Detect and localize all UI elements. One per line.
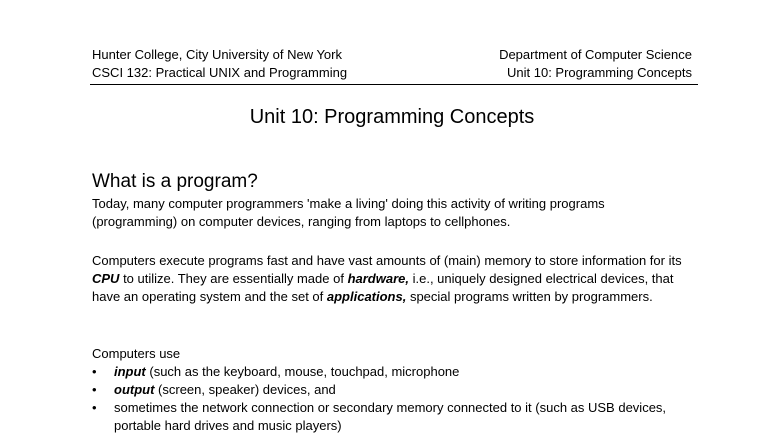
list-item-output: [92, 381, 692, 399]
header-unit: Unit 10: Programming Concepts: [507, 65, 692, 80]
section-heading: What is a program?: [92, 171, 258, 192]
network-desc: sometimes the network connection or secondary memory connected to it (such as USB devices, portable hard drives and music players): [114, 400, 667, 433]
p2-text-1: Computers execute programs fast and have vast amounts of (main) memory to store information for its: [92, 253, 682, 268]
header-institution: Hunter College, City University of New York: [92, 47, 342, 62]
input-desc: (such as the keyboard, mouse, touchpad, microphone: [145, 364, 460, 379]
output-desc: (screen, speaker) devices, and: [154, 382, 336, 397]
computers-use-block: [92, 345, 692, 435]
p2-text-3: i.e., uniquely designed electrical devices, that have an operating system and the set of: [92, 271, 674, 304]
header-left: [92, 46, 347, 82]
term-applications: applications,: [326, 289, 407, 304]
bullet-list: [92, 363, 692, 435]
header-department: Department of Computer Science: [499, 47, 692, 62]
paragraph-2: [92, 252, 692, 306]
list-intro: Computers use: [92, 346, 181, 361]
header-right: [499, 46, 692, 82]
list-item-input: [92, 363, 692, 381]
header-course: CSCI 132: Practical UNIX and Programming: [92, 65, 348, 80]
term-hardware: hardware,: [347, 271, 409, 286]
list-item-network: [92, 399, 692, 435]
header-divider: [90, 84, 698, 85]
paragraph-1: Today, many computer programmers 'make a living' doing this activity of writing programs (programming) on computer devices, ranging from laptops to cellphones.: [92, 196, 605, 229]
term-input: input: [114, 364, 146, 379]
p2-text-2: to utilize. They are essentially made of: [119, 271, 348, 286]
term-cpu: CPU: [92, 271, 120, 286]
page-title: Unit 10: Programming Concepts: [249, 106, 535, 128]
p2-text-4: special programs written by programmers.: [406, 289, 653, 304]
term-output: output: [114, 382, 155, 397]
